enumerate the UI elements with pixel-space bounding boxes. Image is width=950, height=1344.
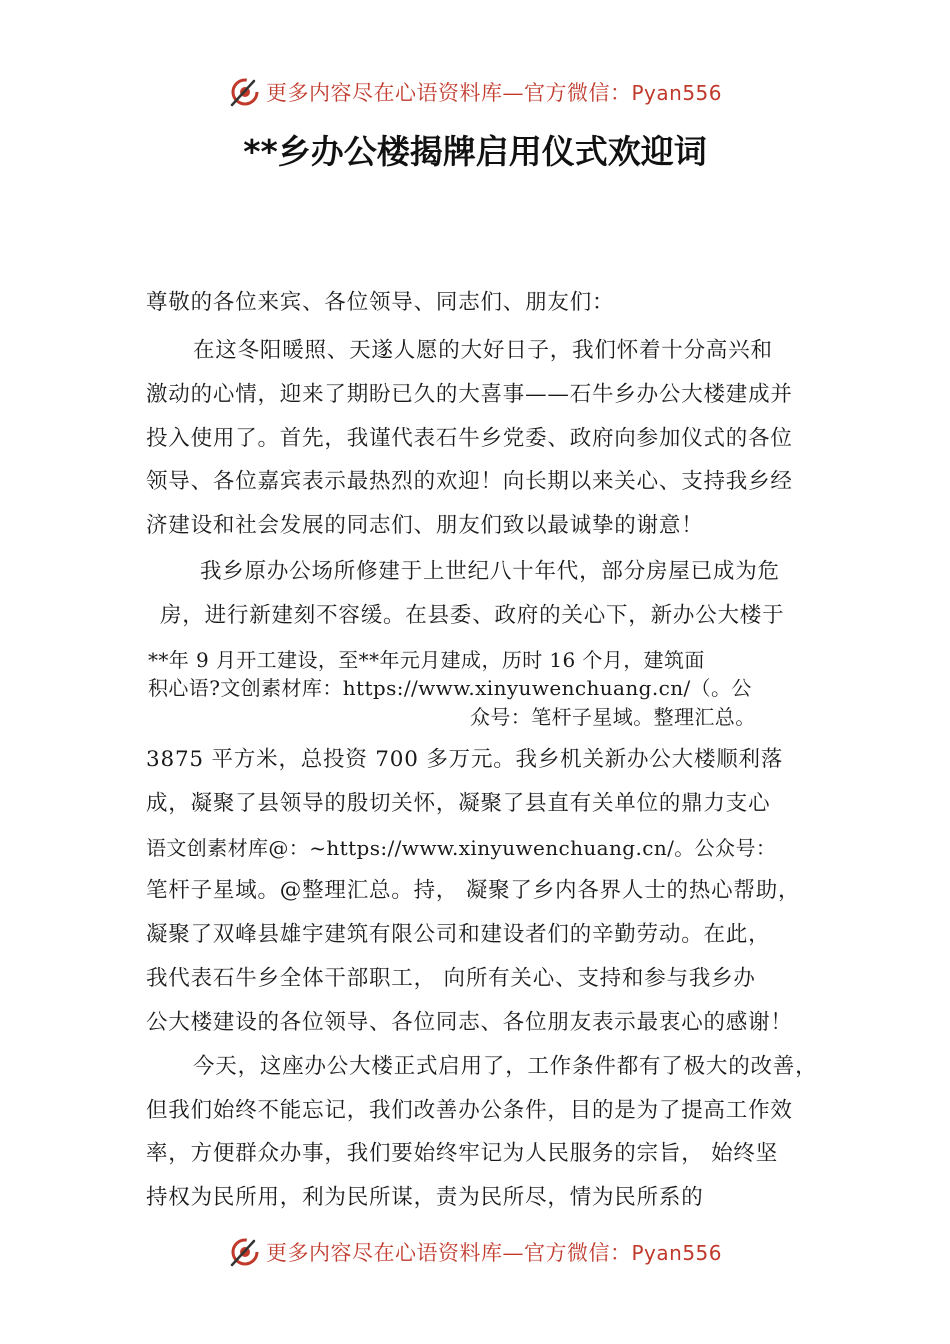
page-title: **乡办公楼揭牌启用仪式欢迎词 <box>243 132 707 171</box>
paragraph-line: **年 9 月开工建设，至**年元月建成，历时 16 个月，建筑面 <box>148 648 705 672</box>
paragraph-line: 房，进行新建刻不容缓。在县委、政府的关心下，新办公大楼于 <box>160 603 785 628</box>
paragraph-line: 领导、各位嘉宾表示最热烈的欢迎！向长期以来关心、支持我乡经 <box>146 469 793 494</box>
paragraph-line: 笔杆子星域。@整理汇总。持， 凝聚了乡内各界人士的热心帮助， <box>146 878 801 903</box>
paragraph-line: 3875 平方米，总投资 700 多万元。我乡机关新办公大楼顺利落 <box>146 747 784 772</box>
paragraph-line: 成，凝聚了县领导的殷切关怀，凝聚了县直有关单位的鼎力支心 <box>146 791 771 816</box>
paragraph-line: 众号：笔杆子星域。整理汇总。 <box>470 705 756 729</box>
paragraph-line: 我代表石牛乡全体干部职工， 向所有关心、支持和参与我乡办 <box>146 966 756 991</box>
paragraph-line: 公大楼建设的各位领导、各位同志、各位朋友表示最衷心的感谢！ <box>146 1010 793 1035</box>
paragraph-line: 济建设和社会发展的同志们、朋友们致以最诚挚的谢意！ <box>146 513 704 538</box>
paragraph-line: 在这冬阳暖照、天遂人愿的大好日子，我们怀着十分高兴和 <box>193 338 773 363</box>
watermark-text: 更多内容尽在心语资料库—官方微信：Pyan556 <box>265 1241 722 1265</box>
paragraph-line: 我乡原办公场所修建于上世纪八十年代，部分房屋已成为危 <box>200 559 780 584</box>
paragraph-line: 语文创素材库@：~https://www.xinyuwenchuang.cn/。公众号： <box>146 836 777 860</box>
paragraph-line: 率，方便群众办事，我们要始终牢记为人民服务的宗旨， 始终坚 <box>146 1141 779 1166</box>
brush-logo-icon <box>228 75 262 109</box>
brush-logo-icon <box>228 1235 262 1269</box>
paragraph-line: 凝聚了双峰县雄宇建筑有限公司和建设者们的辛勤劳动。在此， <box>146 922 771 947</box>
salutation: 尊敬的各位来宾、各位领导、同志们、朋友们： <box>146 290 615 315</box>
paragraph-line: 但我们始终不能忘记，我们改善办公条件，目的是为了提高工作效 <box>146 1098 793 1123</box>
paragraph-line: 积心语?文创素材库：https://www.xinyuwenchuang.cn/（。公 <box>148 676 752 700</box>
paragraph-line: 投入使用了。首先，我谨代表石牛乡党委、政府向参加仪式的各位 <box>146 426 793 451</box>
paragraph-line: 激动的心情，迎来了期盼已久的大喜事——石牛乡办公大楼建成并 <box>146 382 793 407</box>
watermark-text: 更多内容尽在心语资料库—官方微信：Pyan556 <box>265 81 722 105</box>
paragraph-line: 今天，这座办公大楼正式启用了，工作条件都有了极大的改善， <box>193 1054 818 1079</box>
watermark-banner-bottom <box>0 1232 950 1272</box>
watermark-banner-top <box>0 72 950 112</box>
paragraph-line: 持权为民所用，利为民所谋，责为民所尽，情为民所系的 <box>146 1185 704 1210</box>
